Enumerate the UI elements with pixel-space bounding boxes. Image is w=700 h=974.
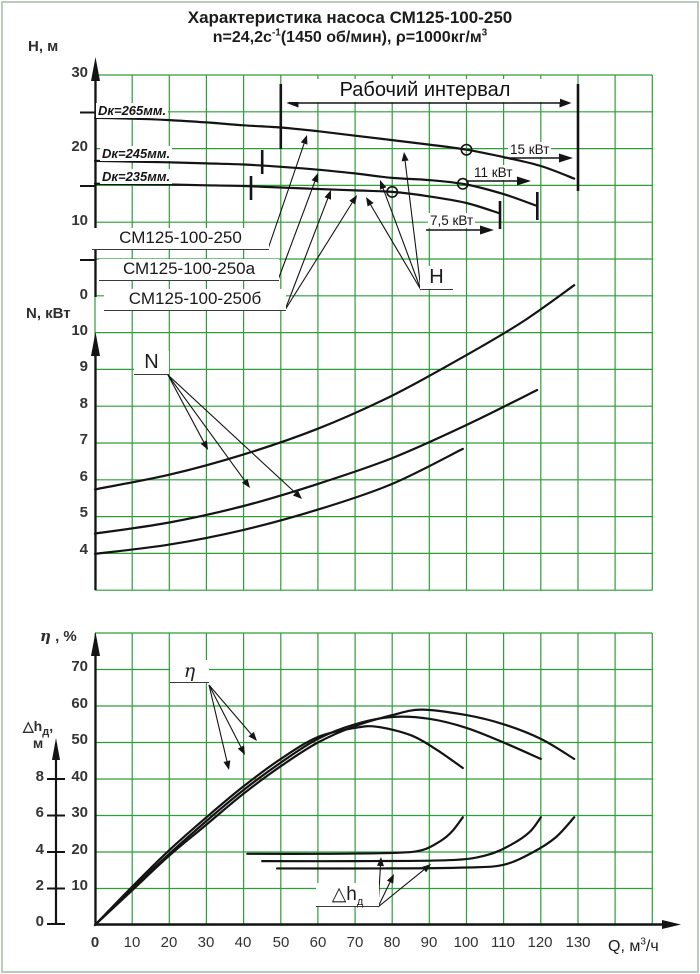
eta-tick: 50 [71, 731, 88, 748]
h-curve-235 [95, 184, 500, 214]
h-tick: 30 [71, 64, 88, 81]
leader-arrow-head [349, 195, 357, 205]
dh-units: м [32, 735, 44, 751]
leader-arrow-head [325, 190, 332, 200]
n-curve-245 [95, 390, 537, 534]
n-tick: 9 [79, 358, 88, 375]
subtitle-sup-3: 3 [481, 27, 488, 39]
h-tick: 0 [79, 286, 88, 303]
power-label-7-5kw: 7,5 кВт [430, 213, 474, 228]
h-axis-head [91, 57, 100, 81]
leader-arrow [209, 685, 227, 761]
chart-title: Характеристика насоса СМ125-100-250 [187, 8, 513, 27]
q-tick: 130 [565, 934, 591, 951]
chart-subtitle [0, 29, 700, 47]
q-tick: 100 [453, 934, 479, 951]
n-tick: 5 [79, 504, 88, 521]
q-tick: 40 [234, 934, 252, 951]
dh-sub: д [42, 725, 50, 738]
n-tick: 8 [79, 395, 88, 412]
leader-arrow [371, 205, 421, 290]
leader-arrow-head [238, 745, 245, 755]
leader-arrow-head [387, 874, 394, 884]
n-tick: 6 [79, 468, 88, 485]
power-arrow-15kw-head [559, 154, 573, 163]
dh-symbol: △h [22, 718, 43, 734]
leader-arrow [383, 188, 421, 290]
power-label-11kw: 11 кВт [474, 165, 513, 180]
dh-comma: , [49, 718, 54, 734]
power-arrow-11kw-head [517, 177, 531, 186]
leader-arrow-head [201, 440, 208, 450]
eta-symbol: η [40, 627, 51, 645]
q-tick: 20 [160, 934, 178, 951]
q-units-sup: 3 [640, 936, 646, 948]
n-tick: 4 [79, 541, 88, 558]
leader-arrow-head [366, 197, 374, 207]
eta-tick: 40 [71, 768, 88, 785]
eta-axis-label [40, 627, 77, 645]
dh-tick: 2 [35, 877, 44, 894]
impeller-label-245: Dк=245мм. [102, 146, 171, 161]
leader-arrow-head [402, 152, 409, 161]
model-label-250b: СМ125-100-250б [104, 289, 286, 311]
power-arrow-7-5kw-head [480, 226, 494, 235]
q-tick: 30 [197, 934, 215, 951]
q-tick: 70 [346, 934, 364, 951]
leader-arrow [285, 203, 352, 310]
model-label-250: СМ125-100-250 [92, 228, 269, 250]
working-interval-arrow-right-head [560, 99, 572, 108]
h-tick: 20 [71, 138, 88, 155]
subtitle-speed: n=24,2с [212, 29, 272, 46]
leader-arrow [168, 375, 295, 493]
callout-cavitation [316, 883, 379, 907]
subtitle-density: (1450 об/мин), ρ=1000кг/м [280, 29, 482, 46]
impeller-label-265: Dк=265мм. [98, 103, 167, 118]
n-curve-235 [95, 449, 463, 554]
n-tick: 7 [79, 431, 88, 448]
leader-arrow-head [224, 760, 231, 770]
dh-tick: 6 [35, 804, 44, 821]
n-curve-265 [95, 285, 574, 489]
eta-tick: 70 [71, 658, 88, 675]
eta-units: , % [50, 628, 77, 645]
leader-arrow [278, 181, 315, 280]
eta-tick: 30 [71, 804, 88, 821]
power-label-15kw: 15 кВт [510, 142, 550, 157]
leader-arrow-head [301, 135, 308, 145]
grid-upper [95, 75, 652, 590]
eta-axis-head [91, 632, 100, 656]
h-axis-label: Н, м [28, 38, 59, 55]
callout-dh-sub: д [356, 895, 364, 908]
leader-arrow [268, 144, 304, 249]
eta-curve-235 [95, 726, 463, 925]
subtitle-sup-1: -1 [271, 27, 281, 39]
model-label-250a: СМ125-100-250а [99, 259, 279, 281]
leader-arrow-head [312, 173, 319, 183]
q-tick: 60 [309, 934, 327, 951]
eta-tick: 10 [71, 877, 88, 894]
q-axis-label [608, 938, 659, 956]
callout-dh-symbol: △h [331, 884, 357, 905]
callout-power: N [134, 351, 169, 375]
leader-arrow [285, 198, 328, 310]
eta-tick: 20 [71, 841, 88, 858]
impeller-label-235: Dк=235мм. [102, 169, 171, 184]
q-axis-head [662, 920, 681, 929]
n-axis-head [91, 332, 100, 356]
q-tick: 50 [272, 934, 290, 951]
q-tick: 10 [123, 934, 141, 951]
callout-head: Н [420, 266, 453, 290]
q-units-post: /ч [645, 938, 659, 955]
q-tick: 120 [527, 934, 553, 951]
working-interval-label: Рабочий интервал [290, 79, 560, 102]
dh-tick: 8 [35, 768, 44, 785]
q-tick: 90 [420, 934, 438, 951]
q-units-pre: Q, м [608, 938, 641, 955]
n-axis-label: N, кВт [26, 305, 71, 322]
dh-tick: 4 [35, 841, 44, 858]
q-tick: 0 [90, 934, 100, 951]
eta-tick: 60 [71, 695, 88, 712]
leader-arrow [168, 375, 204, 442]
q-tick: 110 [491, 934, 515, 951]
callout-efficiency: η [170, 660, 209, 683]
h-tick: 10 [71, 212, 88, 229]
dh-tick: 0 [35, 913, 44, 930]
n-tick: 10 [71, 322, 88, 339]
q-tick: 80 [383, 934, 401, 951]
